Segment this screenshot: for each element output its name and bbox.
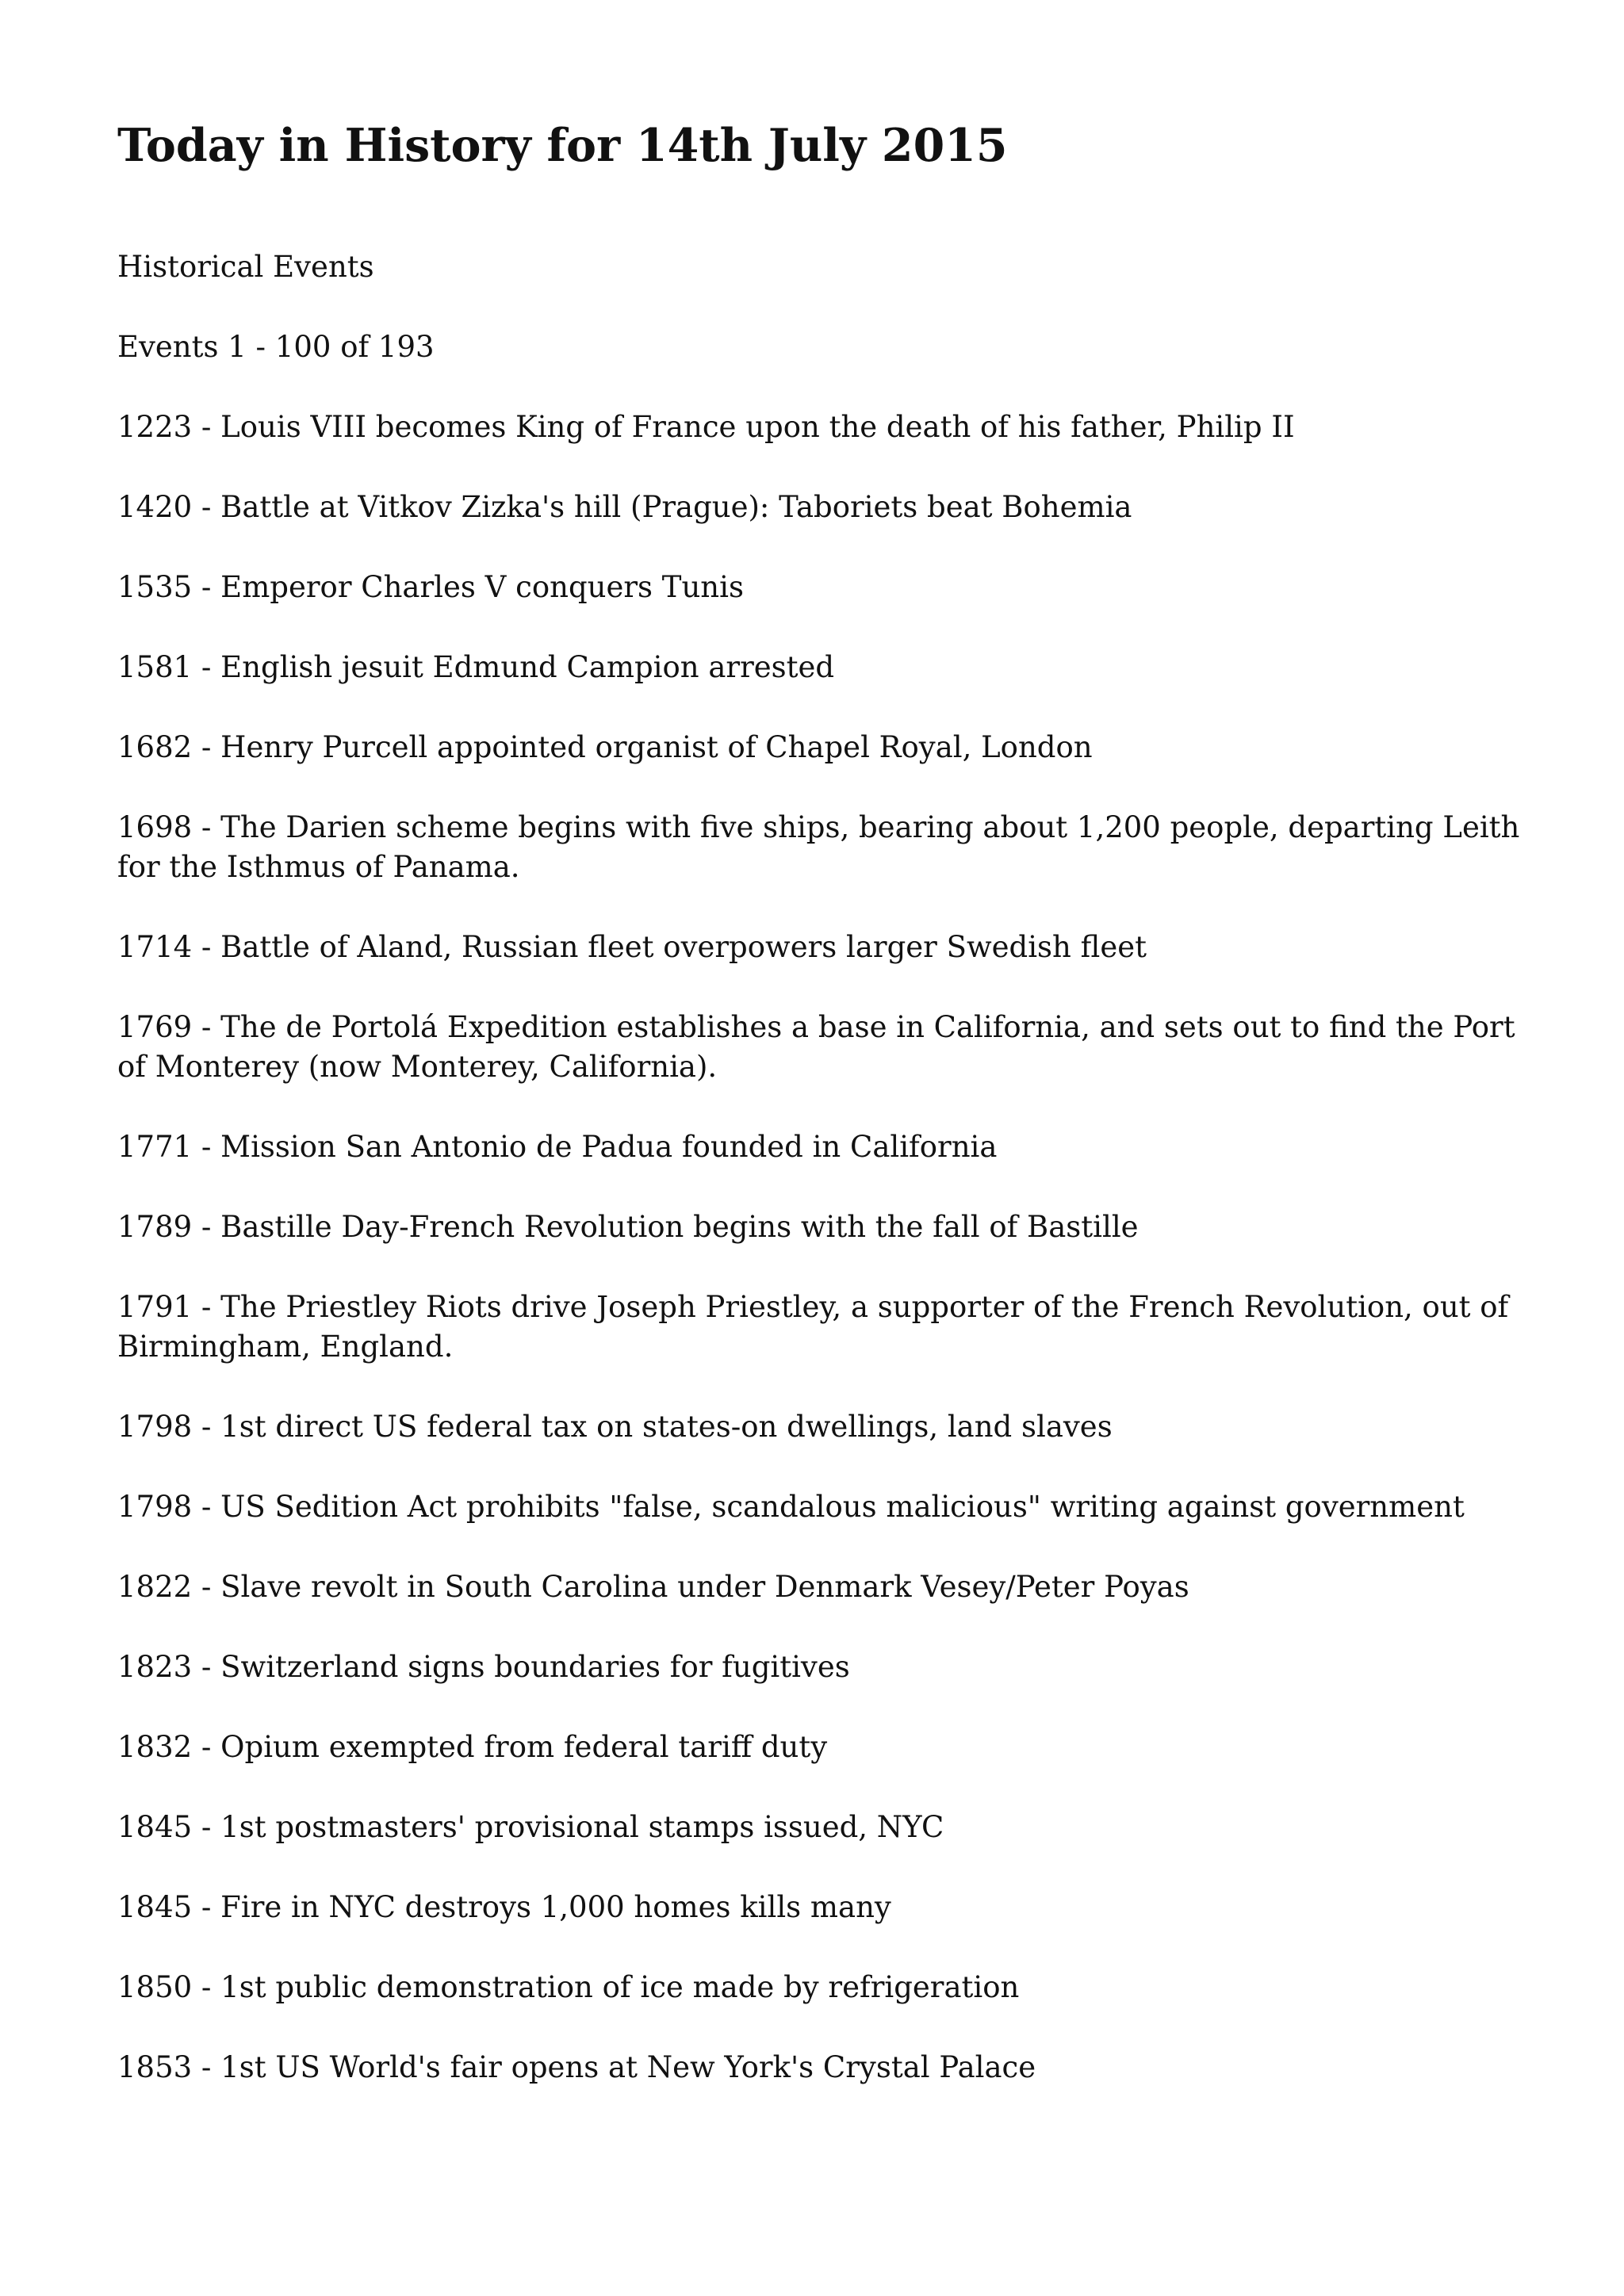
section-label: Historical Events: [117, 250, 374, 285]
event-item: 1714 - Battle of Aland, Russian fleet overpowers larger Swedish fleet: [117, 930, 1147, 965]
event-item: 1420 - Battle at Vitkov Zizka's hill (Prague): Taboriets beat Bohemia: [117, 490, 1132, 525]
events-count-label: Events 1 - 100 of 193: [117, 330, 435, 365]
event-item: 1798 - 1st direct US federal tax on states-on dwellings, land slaves: [117, 1410, 1113, 1445]
event-item: 1682 - Henry Purcell appointed organist of Chapel Royal, London: [117, 730, 1093, 765]
event-item: 1845 - 1st postmasters' provisional stamps issued, NYC: [117, 1810, 944, 1845]
page-title: Today in History for 14th July 2015: [117, 119, 1008, 172]
event-item: 1581 - English jesuit Edmund Campion arrested: [117, 650, 835, 685]
document-page: [117, 119, 1529, 2128]
event-item: 1791 - The Priestley Riots drive Joseph Priestley, a supporter of the French Revolution, out of Birmingham, England.: [117, 1290, 1509, 1364]
event-item: 1698 - The Darien scheme begins with five ships, bearing about 1,200 people, departing Leith for the Isthmus of Panama.: [117, 810, 1520, 885]
event-item: 1845 - Fire in NYC destroys 1,000 homes kills many: [117, 1890, 891, 1925]
event-item: 1789 - Bastille Day-French Revolution begins with the fall of Bastille: [117, 1210, 1139, 1245]
event-item: 1850 - 1st public demonstration of ice made by refrigeration: [117, 1970, 1020, 2005]
event-item: 1832 - Opium exempted from federal tariff duty: [117, 1730, 828, 1765]
events-list: [117, 408, 1529, 2087]
event-item: 1822 - Slave revolt in South Carolina under Denmark Vesey/Peter Poyas: [117, 1570, 1189, 1605]
event-item: 1823 - Switzerland signs boundaries for fugitives: [117, 1650, 850, 1685]
event-item: 1223 - Louis VIII becomes King of France upon the death of his father, Philip II: [117, 410, 1295, 445]
event-item: 1798 - US Sedition Act prohibits "false, scandalous malicious" writing against government: [117, 1490, 1465, 1525]
event-item: 1769 - The de Portolá Expedition establishes a base in California, and sets out to find the Port of Monterey (now Monterey, California).: [117, 1010, 1515, 1085]
event-item: 1535 - Emperor Charles V conquers Tunis: [117, 570, 744, 605]
event-item: 1853 - 1st US World's fair opens at New York's Crystal Palace: [117, 2050, 1036, 2085]
event-item: 1771 - Mission San Antonio de Padua founded in California: [117, 1130, 998, 1165]
